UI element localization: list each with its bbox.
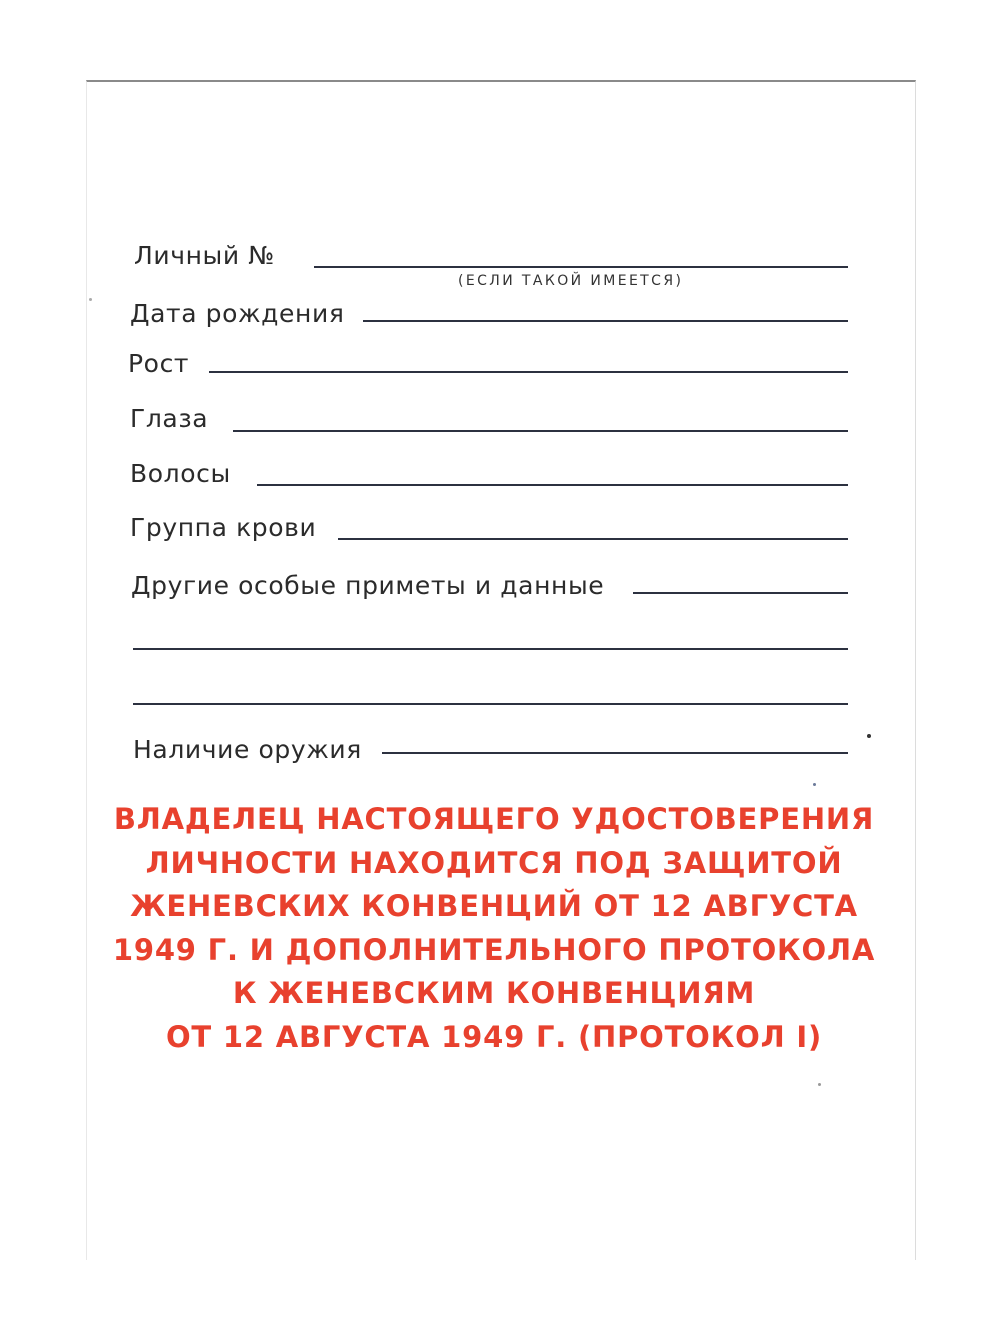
other-marks-label: Другие особые приметы и данные (131, 571, 605, 600)
blood-group-field-line[interactable] (338, 538, 848, 540)
statement-line: ЛИЧНОСТИ НАХОДИТСЯ ПОД ЗАЩИТОЙ (145, 845, 843, 880)
eyes-label: Глаза (130, 404, 209, 433)
other-marks-field-line-1[interactable] (633, 592, 848, 594)
other-marks-field-line-2[interactable] (133, 648, 848, 650)
print-speck (813, 783, 816, 786)
print-speck (867, 734, 871, 738)
eyes-field-line[interactable] (233, 430, 848, 432)
statement-line: ОТ 12 АВГУСТА 1949 Г. (ПРОТОКОЛ I) (165, 1019, 823, 1054)
print-speck (818, 1083, 821, 1086)
weapons-label: Наличие оружия (133, 735, 362, 764)
geneva-protection-statement (86, 798, 902, 1059)
statement-line: ВЛАДЕЛЕЦ НАСТОЯЩЕГО УДОСТОВЕРЕНИЯ (113, 802, 875, 836)
statement-line: 1949 Г. И ДОПОЛНИТЕЛЬНОГО ПРОТОКОЛА (112, 932, 876, 967)
blood-group-label: Группа крови (130, 513, 317, 542)
personal-number-hint: (ЕСЛИ ТАКОЙ ИМЕЕТСЯ) (458, 273, 684, 289)
height-label: Рост (128, 349, 190, 378)
birth-date-field-line[interactable] (363, 320, 848, 322)
statement-line: К ЖЕНЕВСКИМ КОНВЕНЦИЯМ (232, 976, 756, 1010)
birth-date-label: Дата рождения (130, 299, 345, 328)
personal-number-label: Личный № (134, 241, 275, 270)
print-speck (89, 298, 92, 301)
personal-number-field-line[interactable] (314, 266, 848, 268)
hair-label: Волосы (130, 459, 231, 488)
statement-line: ЖЕНЕВСКИХ КОНВЕНЦИЙ ОТ 12 АВГУСТА (130, 889, 858, 923)
other-marks-field-line-3[interactable] (133, 703, 848, 705)
hair-field-line[interactable] (257, 484, 848, 486)
weapons-field-line[interactable] (382, 752, 848, 754)
height-field-line[interactable] (209, 371, 848, 373)
